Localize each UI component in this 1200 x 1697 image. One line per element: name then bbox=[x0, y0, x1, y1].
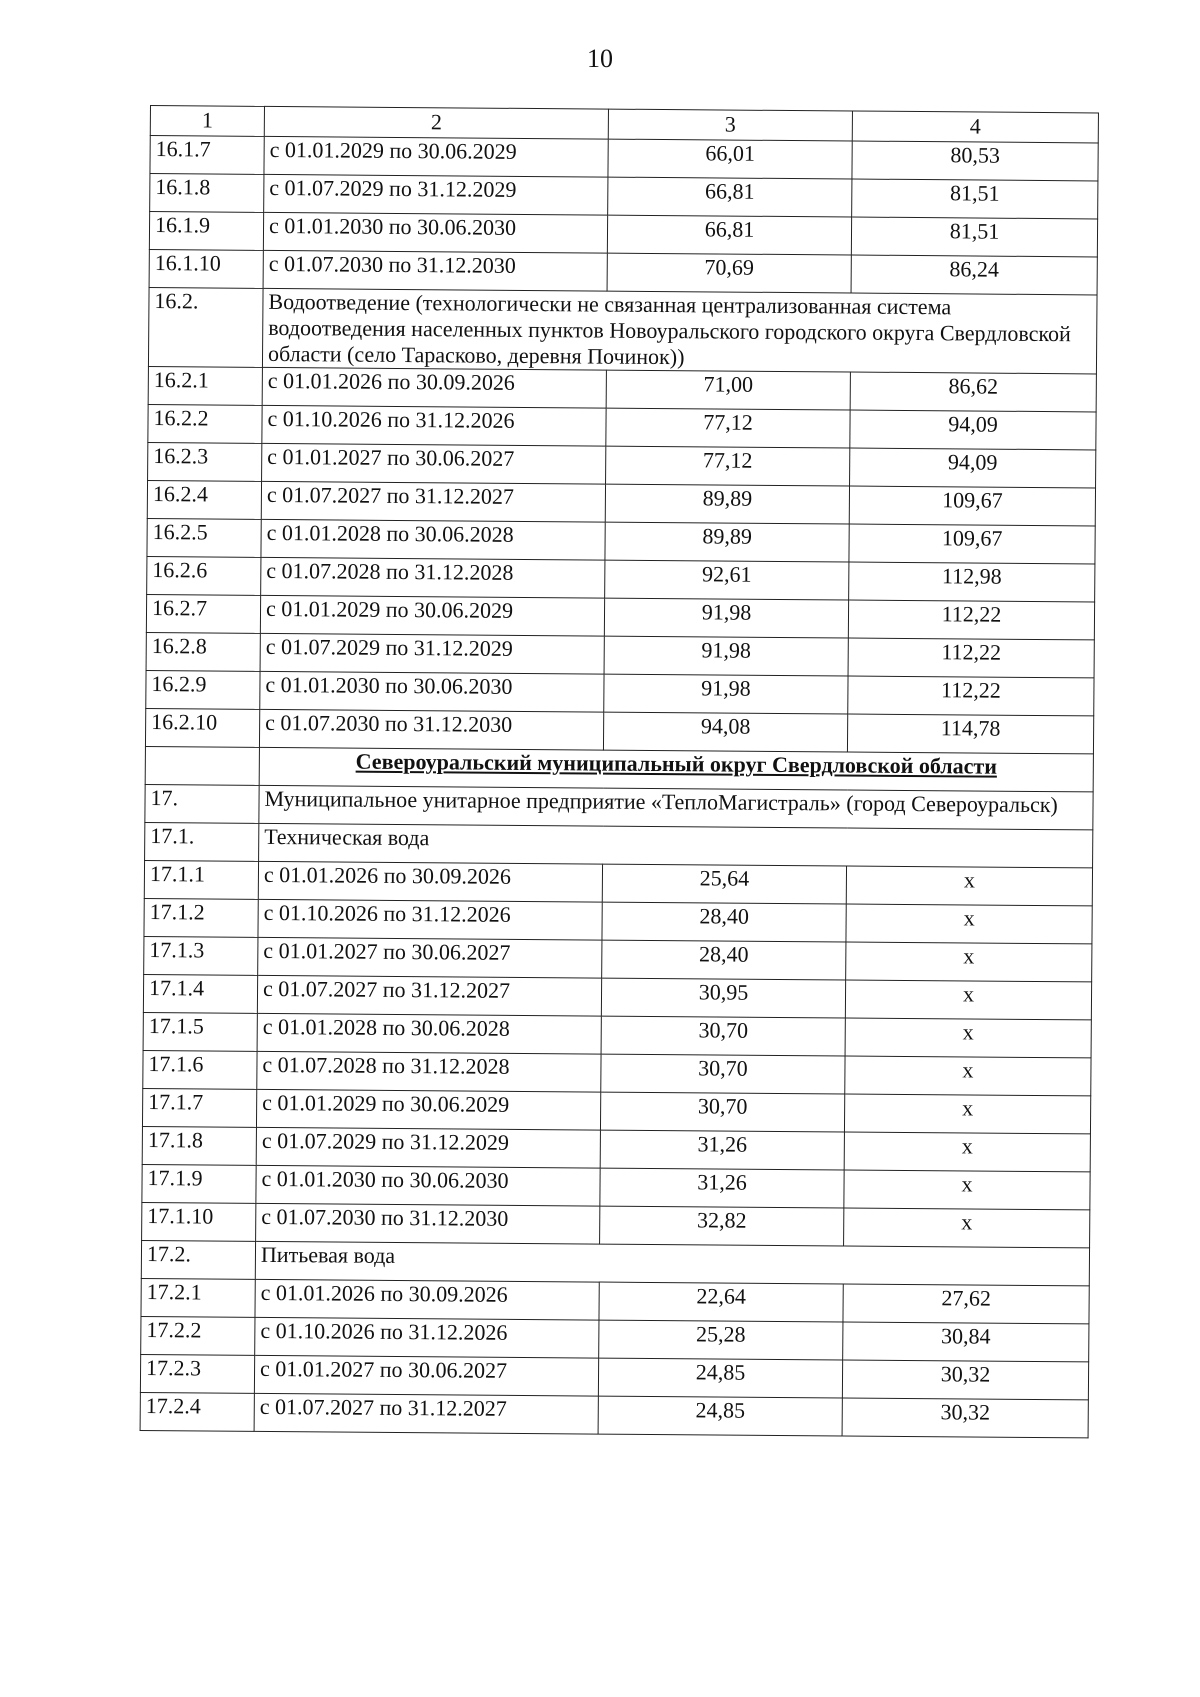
row-value-col4: 109,67 bbox=[849, 486, 1095, 526]
row-period: с 01.07.2029 по 31.12.2029 bbox=[260, 633, 604, 674]
column-number-4: 4 bbox=[852, 111, 1098, 143]
row-period: с 01.07.2030 по 31.12.2030 bbox=[256, 1203, 600, 1244]
column-number-3: 3 bbox=[608, 109, 852, 141]
row-value-col3: 91,98 bbox=[604, 636, 848, 676]
row-period: с 01.01.2028 по 30.06.2028 bbox=[257, 1013, 601, 1054]
row-period: с 01.01.2027 по 30.06.2027 bbox=[262, 443, 606, 484]
section-empty-cell bbox=[145, 746, 259, 785]
row-value-col4: х bbox=[844, 1132, 1090, 1172]
row-period: с 01.01.2026 по 30.09.2026 bbox=[262, 367, 606, 408]
row-period: с 01.07.2028 по 31.12.2028 bbox=[261, 557, 605, 598]
row-code: 16.2.4 bbox=[147, 480, 261, 519]
table-row bbox=[140, 1392, 1088, 1437]
row-value-col4: 27,62 bbox=[843, 1284, 1089, 1324]
rows-16-1 bbox=[149, 136, 1098, 295]
row-value-col4: х bbox=[845, 1056, 1091, 1096]
row-code: 16.1.8 bbox=[150, 174, 264, 213]
row-value-col3: 77,12 bbox=[606, 408, 850, 448]
row-period: с 01.07.2029 по 31.12.2029 bbox=[256, 1127, 600, 1168]
row-value-col3: 24,85 bbox=[598, 1358, 842, 1398]
row-value-col3: 30,70 bbox=[600, 1092, 844, 1132]
rows-16-2 bbox=[145, 366, 1096, 753]
row-code: 17.2.1 bbox=[141, 1278, 255, 1317]
row-period: с 01.07.2027 по 31.12.2027 bbox=[257, 975, 601, 1016]
row-value-col3: 91,98 bbox=[604, 598, 848, 638]
row-period: с 01.01.2027 по 30.06.2027 bbox=[254, 1355, 598, 1396]
row-period: с 01.01.2027 по 30.06.2027 bbox=[258, 937, 602, 978]
row-code: 17.1.8 bbox=[142, 1126, 256, 1165]
row-code: 16.2.10 bbox=[145, 708, 259, 747]
row-value-col3: 28,40 bbox=[602, 940, 846, 980]
row-value-col4: х bbox=[845, 1018, 1091, 1058]
row-value-col4: 94,09 bbox=[850, 410, 1096, 450]
row-value-col4: 80,53 bbox=[852, 141, 1098, 181]
rows-17-1 bbox=[142, 860, 1093, 1247]
group-code: 16.2. bbox=[148, 287, 263, 367]
row-period: с 01.10.2026 по 31.12.2026 bbox=[262, 405, 606, 446]
row-value-col4: 114,78 bbox=[847, 714, 1093, 754]
row-value-col4: 30,32 bbox=[842, 1360, 1088, 1400]
row-value-col4: х bbox=[844, 1208, 1090, 1248]
row-value-col3: 66,81 bbox=[608, 177, 852, 217]
row-code: 17.1.6 bbox=[143, 1050, 257, 1089]
section-title: Североуральский муниципальный округ Свердловской области bbox=[259, 747, 1093, 792]
row-value-col3: 70,69 bbox=[607, 253, 851, 293]
row-code: 17.1.3 bbox=[144, 936, 258, 975]
row-value-col3: 94,08 bbox=[603, 712, 847, 752]
row-period: с 01.01.2029 по 30.06.2029 bbox=[260, 595, 604, 636]
row-period: с 01.10.2026 по 31.12.2026 bbox=[258, 899, 602, 940]
row-value-col3: 31,26 bbox=[600, 1130, 844, 1170]
row-code: 17.1.5 bbox=[143, 1012, 257, 1051]
row-period: с 01.01.2028 по 30.06.2028 bbox=[261, 519, 605, 560]
group-title: Техническая вода bbox=[259, 823, 1093, 868]
rows-17-2 bbox=[140, 1278, 1089, 1437]
row-value-col4: 30,84 bbox=[843, 1322, 1089, 1362]
row-value-col3: 30,70 bbox=[601, 1016, 845, 1056]
row-value-col3: 22,64 bbox=[599, 1282, 843, 1322]
row-period: с 01.07.2027 по 31.12.2027 bbox=[261, 481, 605, 522]
row-period: с 01.01.2030 по 30.06.2030 bbox=[260, 671, 604, 712]
group-row-16-2 bbox=[148, 287, 1097, 373]
row-value-col3: 89,89 bbox=[605, 522, 849, 562]
row-code: 17.2.4 bbox=[140, 1392, 254, 1431]
page-number: 10 bbox=[587, 44, 613, 73]
row-value-col3: 28,40 bbox=[602, 902, 846, 942]
row-value-col4: х bbox=[846, 866, 1092, 906]
row-period: с 01.01.2029 по 30.06.2029 bbox=[256, 1089, 600, 1130]
tariff-table bbox=[140, 105, 1099, 1438]
row-period: с 01.07.2030 по 31.12.2030 bbox=[263, 250, 607, 291]
row-value-col3: 25,28 bbox=[599, 1320, 843, 1360]
row-period: с 01.07.2029 по 31.12.2029 bbox=[264, 174, 608, 215]
row-code: 17.1.9 bbox=[142, 1164, 256, 1203]
row-value-col3: 91,98 bbox=[604, 674, 848, 714]
row-code: 16.2.1 bbox=[148, 366, 262, 405]
row-value-col4: 112,22 bbox=[848, 600, 1094, 640]
row-code: 17.1.1 bbox=[144, 860, 258, 899]
row-code: 16.2.6 bbox=[147, 556, 261, 595]
row-value-col3: 89,89 bbox=[605, 484, 849, 524]
column-number-1: 1 bbox=[150, 106, 264, 137]
row-value-col4: 81,51 bbox=[851, 217, 1097, 257]
row-code: 17.1.4 bbox=[143, 974, 257, 1013]
row-value-col4: 112,98 bbox=[849, 562, 1095, 602]
row-code: 17.1.2 bbox=[144, 898, 258, 937]
row-value-col4: 81,51 bbox=[852, 179, 1098, 219]
row-value-col3: 66,81 bbox=[607, 215, 851, 255]
group-title: Муниципальное унитарное предприятие «ТеплоМагистраль» (город Североуральск) bbox=[259, 785, 1093, 830]
row-code: 17.1.10 bbox=[142, 1202, 256, 1241]
row-value-col4: 86,24 bbox=[851, 255, 1097, 295]
row-value-col4: 112,22 bbox=[848, 676, 1094, 716]
row-value-col3: 31,26 bbox=[600, 1168, 844, 1208]
row-value-col3: 30,70 bbox=[601, 1054, 845, 1094]
row-value-col4: х bbox=[844, 1170, 1090, 1210]
row-period: с 01.01.2030 по 30.06.2030 bbox=[263, 212, 607, 253]
row-code: 17.1.7 bbox=[142, 1088, 256, 1127]
column-number-2: 2 bbox=[264, 106, 608, 139]
group-code: 17.2. bbox=[141, 1240, 255, 1279]
row-period: с 01.07.2027 по 31.12.2027 bbox=[254, 1393, 598, 1434]
row-code: 16.2.5 bbox=[147, 518, 261, 557]
row-code: 17.2.2 bbox=[141, 1316, 255, 1355]
row-value-col4: х bbox=[845, 980, 1091, 1020]
row-value-col3: 24,85 bbox=[598, 1396, 842, 1436]
row-value-col3: 30,95 bbox=[601, 978, 845, 1018]
row-period: с 01.10.2026 по 31.12.2026 bbox=[255, 1317, 599, 1358]
row-period: с 01.01.2030 по 30.06.2030 bbox=[256, 1165, 600, 1206]
row-period: с 01.07.2030 по 31.12.2030 bbox=[259, 709, 603, 750]
row-period: с 01.01.2026 по 30.09.2026 bbox=[258, 861, 602, 902]
row-period: с 01.01.2026 по 30.09.2026 bbox=[255, 1279, 599, 1320]
row-value-col3: 92,61 bbox=[605, 560, 849, 600]
row-period: с 01.07.2028 по 31.12.2028 bbox=[257, 1051, 601, 1092]
row-value-col3: 71,00 bbox=[606, 370, 850, 410]
group-code: 17. bbox=[145, 784, 259, 823]
row-value-col4: 94,09 bbox=[850, 448, 1096, 488]
row-code: 16.2.9 bbox=[146, 670, 260, 709]
row-value-col3: 66,01 bbox=[608, 139, 852, 179]
group-title: Водоотведение (технологически не связанная централизованная система водоотведения населенных пунктов Новоуральского городского округа Свердловской области (село Тарасково, деревня Починок)) bbox=[262, 288, 1097, 374]
group-code: 17.1. bbox=[145, 822, 259, 861]
row-value-col4: 112,22 bbox=[848, 638, 1094, 678]
row-value-col4: 86,62 bbox=[850, 372, 1096, 412]
row-code: 16.2.3 bbox=[148, 442, 262, 481]
row-code: 16.1.7 bbox=[150, 136, 264, 175]
row-value-col3: 25,64 bbox=[602, 864, 846, 904]
row-value-col4: 30,32 bbox=[842, 1398, 1088, 1438]
row-code: 16.2.2 bbox=[148, 404, 262, 443]
row-value-col4: х bbox=[846, 904, 1092, 944]
row-value-col4: х bbox=[844, 1094, 1090, 1134]
group-title: Питьевая вода bbox=[255, 1241, 1089, 1286]
row-value-col4: 109,67 bbox=[849, 524, 1095, 564]
row-value-col3: 32,82 bbox=[600, 1206, 844, 1246]
row-code: 16.1.10 bbox=[149, 249, 263, 288]
row-code: 16.2.7 bbox=[146, 594, 260, 633]
row-code: 17.2.3 bbox=[140, 1354, 254, 1393]
row-value-col4: х bbox=[846, 942, 1092, 982]
row-value-col3: 77,12 bbox=[606, 446, 850, 486]
row-code: 16.1.9 bbox=[149, 212, 263, 251]
row-code: 16.2.8 bbox=[146, 632, 260, 671]
row-period: с 01.01.2029 по 30.06.2029 bbox=[264, 136, 608, 177]
